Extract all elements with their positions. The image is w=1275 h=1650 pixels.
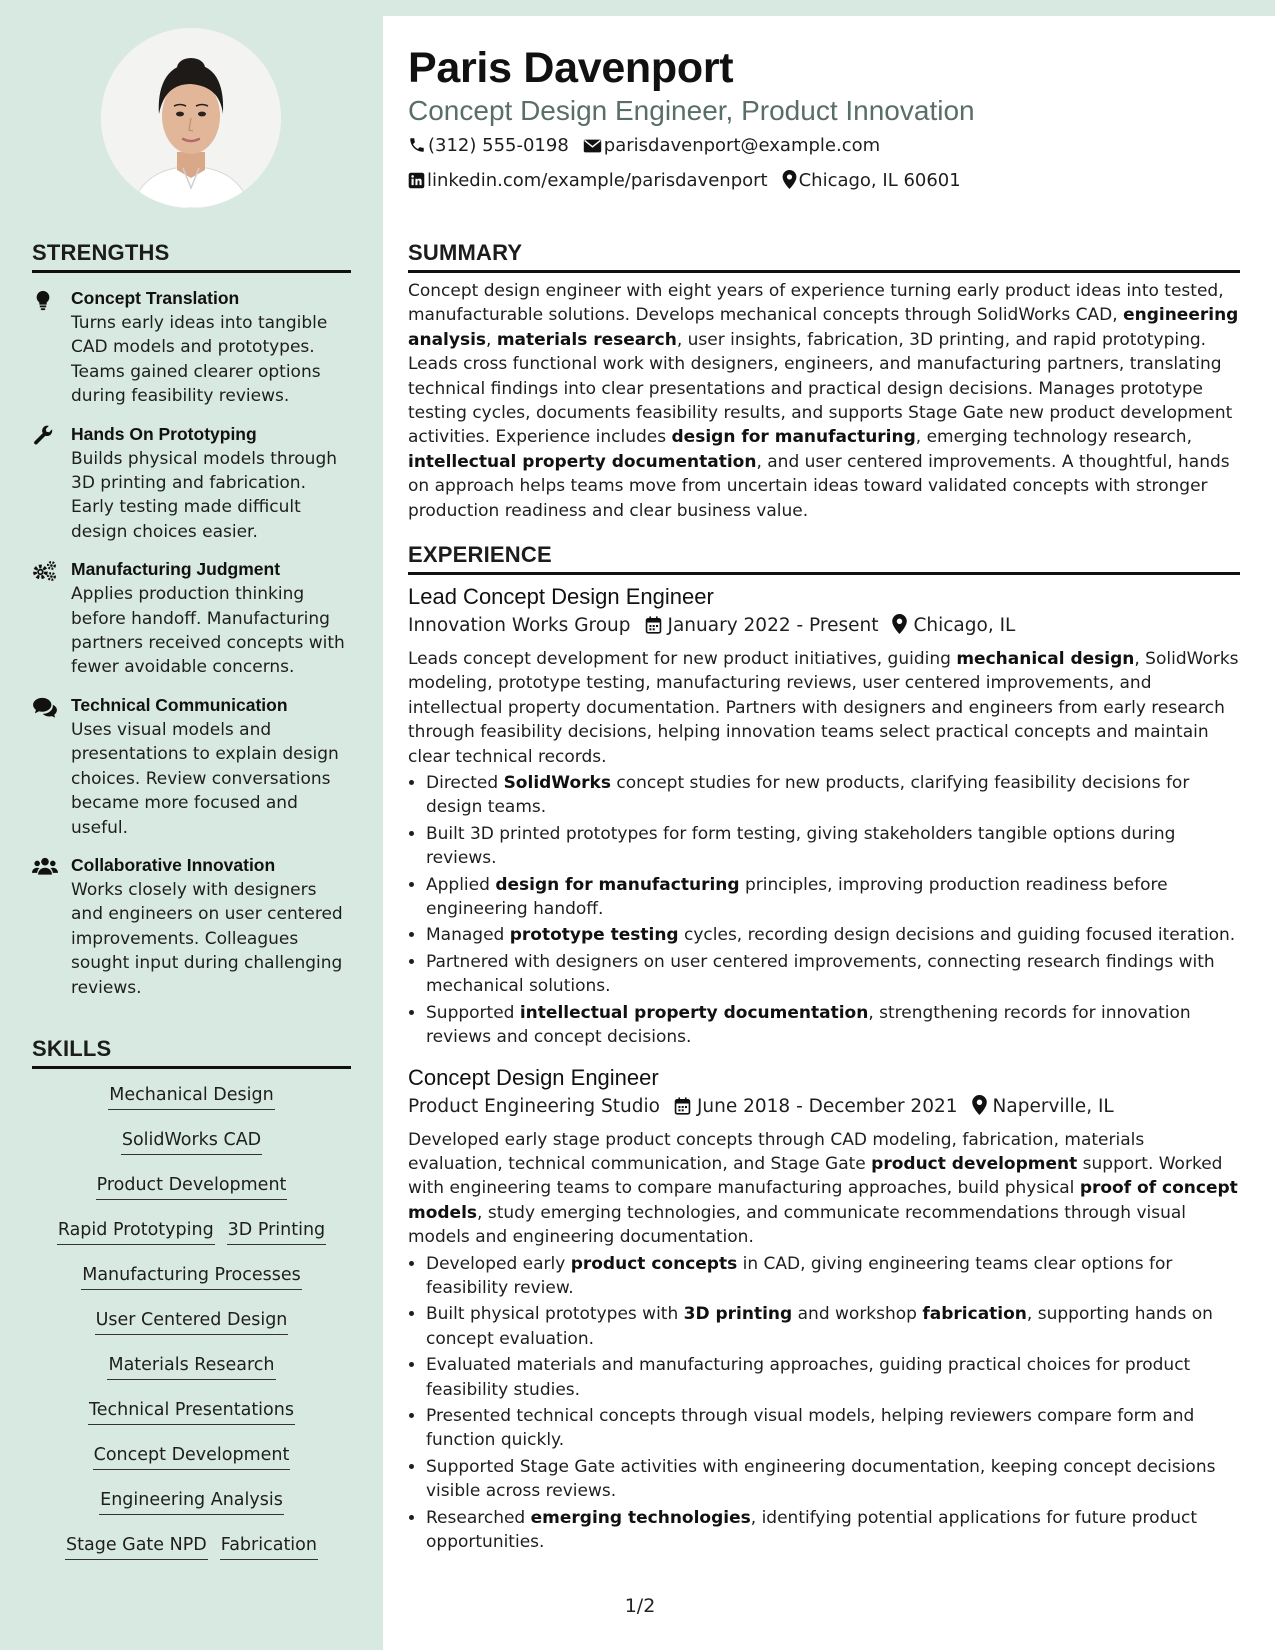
skills-row — [32, 1351, 351, 1396]
text-segment: Concept design engineer with eight years of experience turning early product ideas into tested, manufacturable solutions. Develops mechanical concepts through SolidWorks CAD, — [408, 281, 1224, 326]
text-segment: , user insights, fabrication, 3D printing, and rapid prototyping. Leads cross functional work with designers, engineers, and manufacturing partners, translating technical findings into clear presentations and practical design decisions. Manages prototype testing cycles, documents feasibility results, and supports Stage Gate new product development activities. Experience includes — [408, 329, 1233, 448]
bold-keyword: proof of concept models — [408, 1178, 1238, 1223]
job-description — [408, 647, 1240, 769]
top-accent-strip — [383, 0, 1275, 16]
skill-tag: Technical Presentations — [88, 1398, 295, 1425]
text-segment: , strengthening records for innovation reviews and concept decisions. — [426, 1002, 1191, 1048]
users-icon — [32, 856, 56, 876]
location-pin-icon — [782, 168, 797, 200]
person-name: Paris Davenport — [408, 44, 734, 92]
header — [408, 42, 1240, 200]
job-role: Concept Design Engineer, Product Innovation — [408, 95, 975, 126]
experience-section — [408, 542, 1240, 1556]
job-entry — [408, 583, 1240, 1050]
job-entry — [408, 1064, 1240, 1555]
bullet-item — [426, 822, 1240, 871]
bold-keyword: intellectual property documentation — [408, 451, 757, 472]
job-meta — [408, 1092, 1240, 1125]
bold-keyword: emerging technologies — [530, 1507, 751, 1528]
text-segment: principles, improving production readiness before engineering handoff. — [426, 874, 1168, 920]
skills-row — [32, 1261, 351, 1306]
text-segment: Researched — [426, 1507, 531, 1528]
strength-item — [32, 422, 351, 545]
strength-item — [32, 853, 351, 1000]
text-segment: Developed early stage product concepts through CAD modeling, fabrication, materials evaluation, technical communication, and Stage Gate — [408, 1129, 1145, 1174]
skills-section — [32, 1036, 351, 1576]
email-address[interactable]: parisdavenport@example.com — [603, 135, 881, 156]
text-segment: support. Worked with engineering teams to compare manufacturing approaches, build physical — [408, 1153, 1223, 1199]
bold-keyword: design for manufacturing — [671, 427, 916, 448]
location-pin-icon — [892, 614, 907, 644]
bold-keyword: SolidWorks — [503, 773, 611, 794]
job-dates: June 2018 - December 2021 — [696, 1095, 958, 1117]
skills-row — [32, 1081, 351, 1126]
skills-row — [32, 1486, 351, 1531]
text-segment: Applied — [426, 874, 496, 895]
job-meta — [408, 611, 1240, 644]
bold-keyword: product concepts — [570, 1253, 738, 1274]
skills-row — [32, 1306, 351, 1351]
profile-photo — [101, 28, 281, 208]
summary-heading: SUMMARY — [408, 240, 1240, 273]
bullet-item — [426, 873, 1240, 922]
text-segment: Supported Stage Gate activities with engineering documentation, keeping concept decisions visible across reviews. — [426, 1456, 1216, 1502]
job-title: Concept Design Engineer — [408, 1064, 659, 1090]
text-segment: , SolidWorks modeling, prototype testing, manufacturing reviews, user centered improvements, and intellectual property documentation. Partners with designers and engineers from early research through feasibility decisions, helping innovation teams select practical concepts and maintain clear technical records. — [408, 649, 1239, 767]
email-icon — [583, 133, 602, 165]
phone-number[interactable]: (312) 555-0198 — [428, 135, 569, 156]
strength-item — [32, 693, 351, 840]
company-name: Innovation Works Group — [408, 615, 631, 636]
skill-tag: Rapid Prototyping — [57, 1218, 215, 1245]
contact-line-1 — [408, 130, 1240, 165]
skill-tag: SolidWorks CAD — [121, 1128, 262, 1155]
strength-title: Concept Translation — [71, 288, 240, 308]
skill-tag: User Centered Design — [95, 1308, 289, 1335]
contact-line-2 — [408, 165, 1240, 200]
skills-row — [32, 1396, 351, 1441]
skills-row — [32, 1531, 351, 1576]
lightbulb-icon — [32, 289, 56, 309]
bold-keyword: materials research — [496, 329, 677, 350]
summary-section — [408, 240, 1240, 523]
bold-keyword: fabrication — [922, 1304, 1027, 1325]
skill-tag: Engineering Analysis — [99, 1488, 284, 1515]
skill-tag: Stage Gate NPD — [65, 1533, 208, 1560]
skill-tag: Fabrication — [220, 1533, 318, 1560]
text-segment: in CAD, giving engineering teams clear options for feasibility review. — [426, 1253, 1173, 1298]
text-segment: Developed early — [426, 1253, 571, 1274]
strength-description: Applies production thinking before handoff. Manufacturing partners received concepts with fewer avoidable concerns. — [71, 584, 345, 678]
text-segment: Leads concept development for new product initiatives, guiding — [408, 649, 957, 669]
text-segment: , supporting hands on concept evaluation. — [426, 1304, 1213, 1349]
summary-text — [408, 279, 1240, 523]
bullet-item — [426, 771, 1240, 820]
portrait-illustration — [101, 28, 281, 208]
strengths-section — [32, 240, 351, 1000]
strength-item — [32, 557, 351, 680]
skills-row — [32, 1441, 351, 1486]
job-dates: January 2022 - Present — [667, 615, 879, 636]
bold-keyword: product development — [871, 1153, 1078, 1174]
text-segment: , — [486, 329, 497, 350]
text-segment: Built 3D printed prototypes for form testing, giving stakeholders tangible options during reviews. — [426, 823, 1176, 869]
skill-tag: Concept Development — [93, 1443, 291, 1470]
bullet-item — [426, 1506, 1240, 1555]
page-number: 1/2 — [624, 1595, 656, 1617]
strength-title: Manufacturing Judgment — [71, 559, 281, 580]
strength-title: Technical Communication — [71, 694, 288, 715]
job-location: Chicago, IL — [913, 615, 1016, 636]
bold-keyword: 3D printing — [683, 1304, 793, 1325]
experience-heading: EXPERIENCE — [408, 542, 1240, 575]
job-location: Naperville, IL — [992, 1095, 1114, 1117]
text-segment: concept studies for new products, clarifying feasibility decisions for design teams. — [426, 773, 1190, 818]
bullet-item — [426, 1455, 1240, 1504]
company-name: Product Engineering Studio — [408, 1095, 660, 1117]
linkedin-url[interactable]: linkedin.com/example/parisdavenport — [427, 170, 768, 191]
bold-keyword: prototype testing — [509, 925, 679, 946]
phone-icon — [408, 133, 426, 165]
text-segment: , identifying potential applications for future product opportunities. — [426, 1507, 1198, 1552]
job-bullets — [408, 771, 1240, 1049]
bullet-item — [426, 950, 1240, 999]
bullet-item — [426, 1353, 1240, 1402]
bullet-item — [426, 1252, 1240, 1301]
skills-row — [32, 1126, 351, 1171]
skills-row — [32, 1216, 351, 1261]
skills-row — [32, 1171, 351, 1216]
strength-item — [32, 286, 351, 409]
gears-icon — [32, 560, 56, 580]
strengths-heading: STRENGTHS — [32, 240, 351, 273]
calendar-icon — [645, 614, 662, 644]
text-segment: cycles, recording design decisions and guiding focused iteration. — [678, 925, 1236, 946]
bold-keyword: intellectual property documentation — [519, 1002, 869, 1023]
jobs-list — [408, 583, 1240, 1554]
skill-tag: Mechanical Design — [108, 1083, 274, 1110]
bold-keyword: mechanical design — [956, 649, 1135, 669]
bullet-item — [426, 1404, 1240, 1453]
linkedin-icon — [408, 168, 425, 200]
strengths-list — [32, 286, 351, 1000]
text-segment: , and user centered improvements. A thoughtful, hands on approach helps teams move from uncertain ideas toward validated concepts with stronger production readiness and clear business value. — [408, 451, 1230, 521]
location: Chicago, IL 60601 — [798, 170, 961, 191]
strength-title: Collaborative Innovation — [71, 854, 276, 875]
text-segment: Managed — [426, 925, 510, 946]
text-segment: , study emerging technologies, and communicate recommendations through visual models and engineering documentation. — [408, 1202, 1187, 1248]
wrench-icon — [32, 425, 56, 445]
job-bullets — [408, 1252, 1240, 1555]
chat-bubbles-icon — [32, 696, 56, 716]
text-segment: Partnered with designers on user centered improvements, connecting research findings with mechanical solutions. — [426, 951, 1215, 997]
text-segment: Built physical prototypes with — [426, 1304, 684, 1325]
calendar-icon — [674, 1095, 691, 1125]
text-segment: Presented technical concepts through visual models, helping reviewers compare form and function quickly. — [426, 1405, 1195, 1451]
text-segment: Evaluated materials and manufacturing approaches, guiding practical choices for product feasibility studies. — [426, 1355, 1191, 1400]
skill-tag: Materials Research — [107, 1353, 275, 1380]
bullet-item — [426, 1302, 1240, 1351]
strength-description: Turns early ideas into tangible CAD models and prototypes. Teams gained clearer options during feasibility reviews. — [71, 313, 328, 407]
job-title: Lead Concept Design Engineer — [408, 584, 714, 609]
bullet-item — [426, 1001, 1240, 1050]
skill-tag: Product Development — [96, 1173, 288, 1200]
text-segment: Directed — [426, 773, 504, 794]
text-segment: and workshop — [792, 1304, 923, 1325]
location-pin-icon — [972, 1095, 987, 1125]
text-segment: Supported — [426, 1002, 520, 1023]
strength-description: Uses visual models and presentations to explain design choices. Review conversations became more focused and useful. — [71, 719, 339, 838]
skill-tag: Manufacturing Processes — [81, 1263, 302, 1290]
strength-description: Builds physical models through 3D printing and fabrication. Early testing made difficult design choices easier. — [71, 448, 338, 542]
skill-tag: 3D Printing — [227, 1218, 327, 1245]
strength-title: Hands On Prototyping — [71, 423, 257, 444]
text-segment: , emerging technology research, — [915, 427, 1192, 448]
skills-heading: SKILLS — [32, 1036, 351, 1069]
bold-keyword: engineering analysis — [408, 305, 1239, 350]
job-description — [408, 1128, 1240, 1250]
bold-keyword: design for manufacturing — [495, 874, 740, 895]
bullet-item — [426, 923, 1240, 947]
skills-list — [32, 1081, 351, 1576]
strength-description: Works closely with designers and engineers on user centered improvements. Colleagues sought input during challenging reviews. — [71, 879, 343, 998]
